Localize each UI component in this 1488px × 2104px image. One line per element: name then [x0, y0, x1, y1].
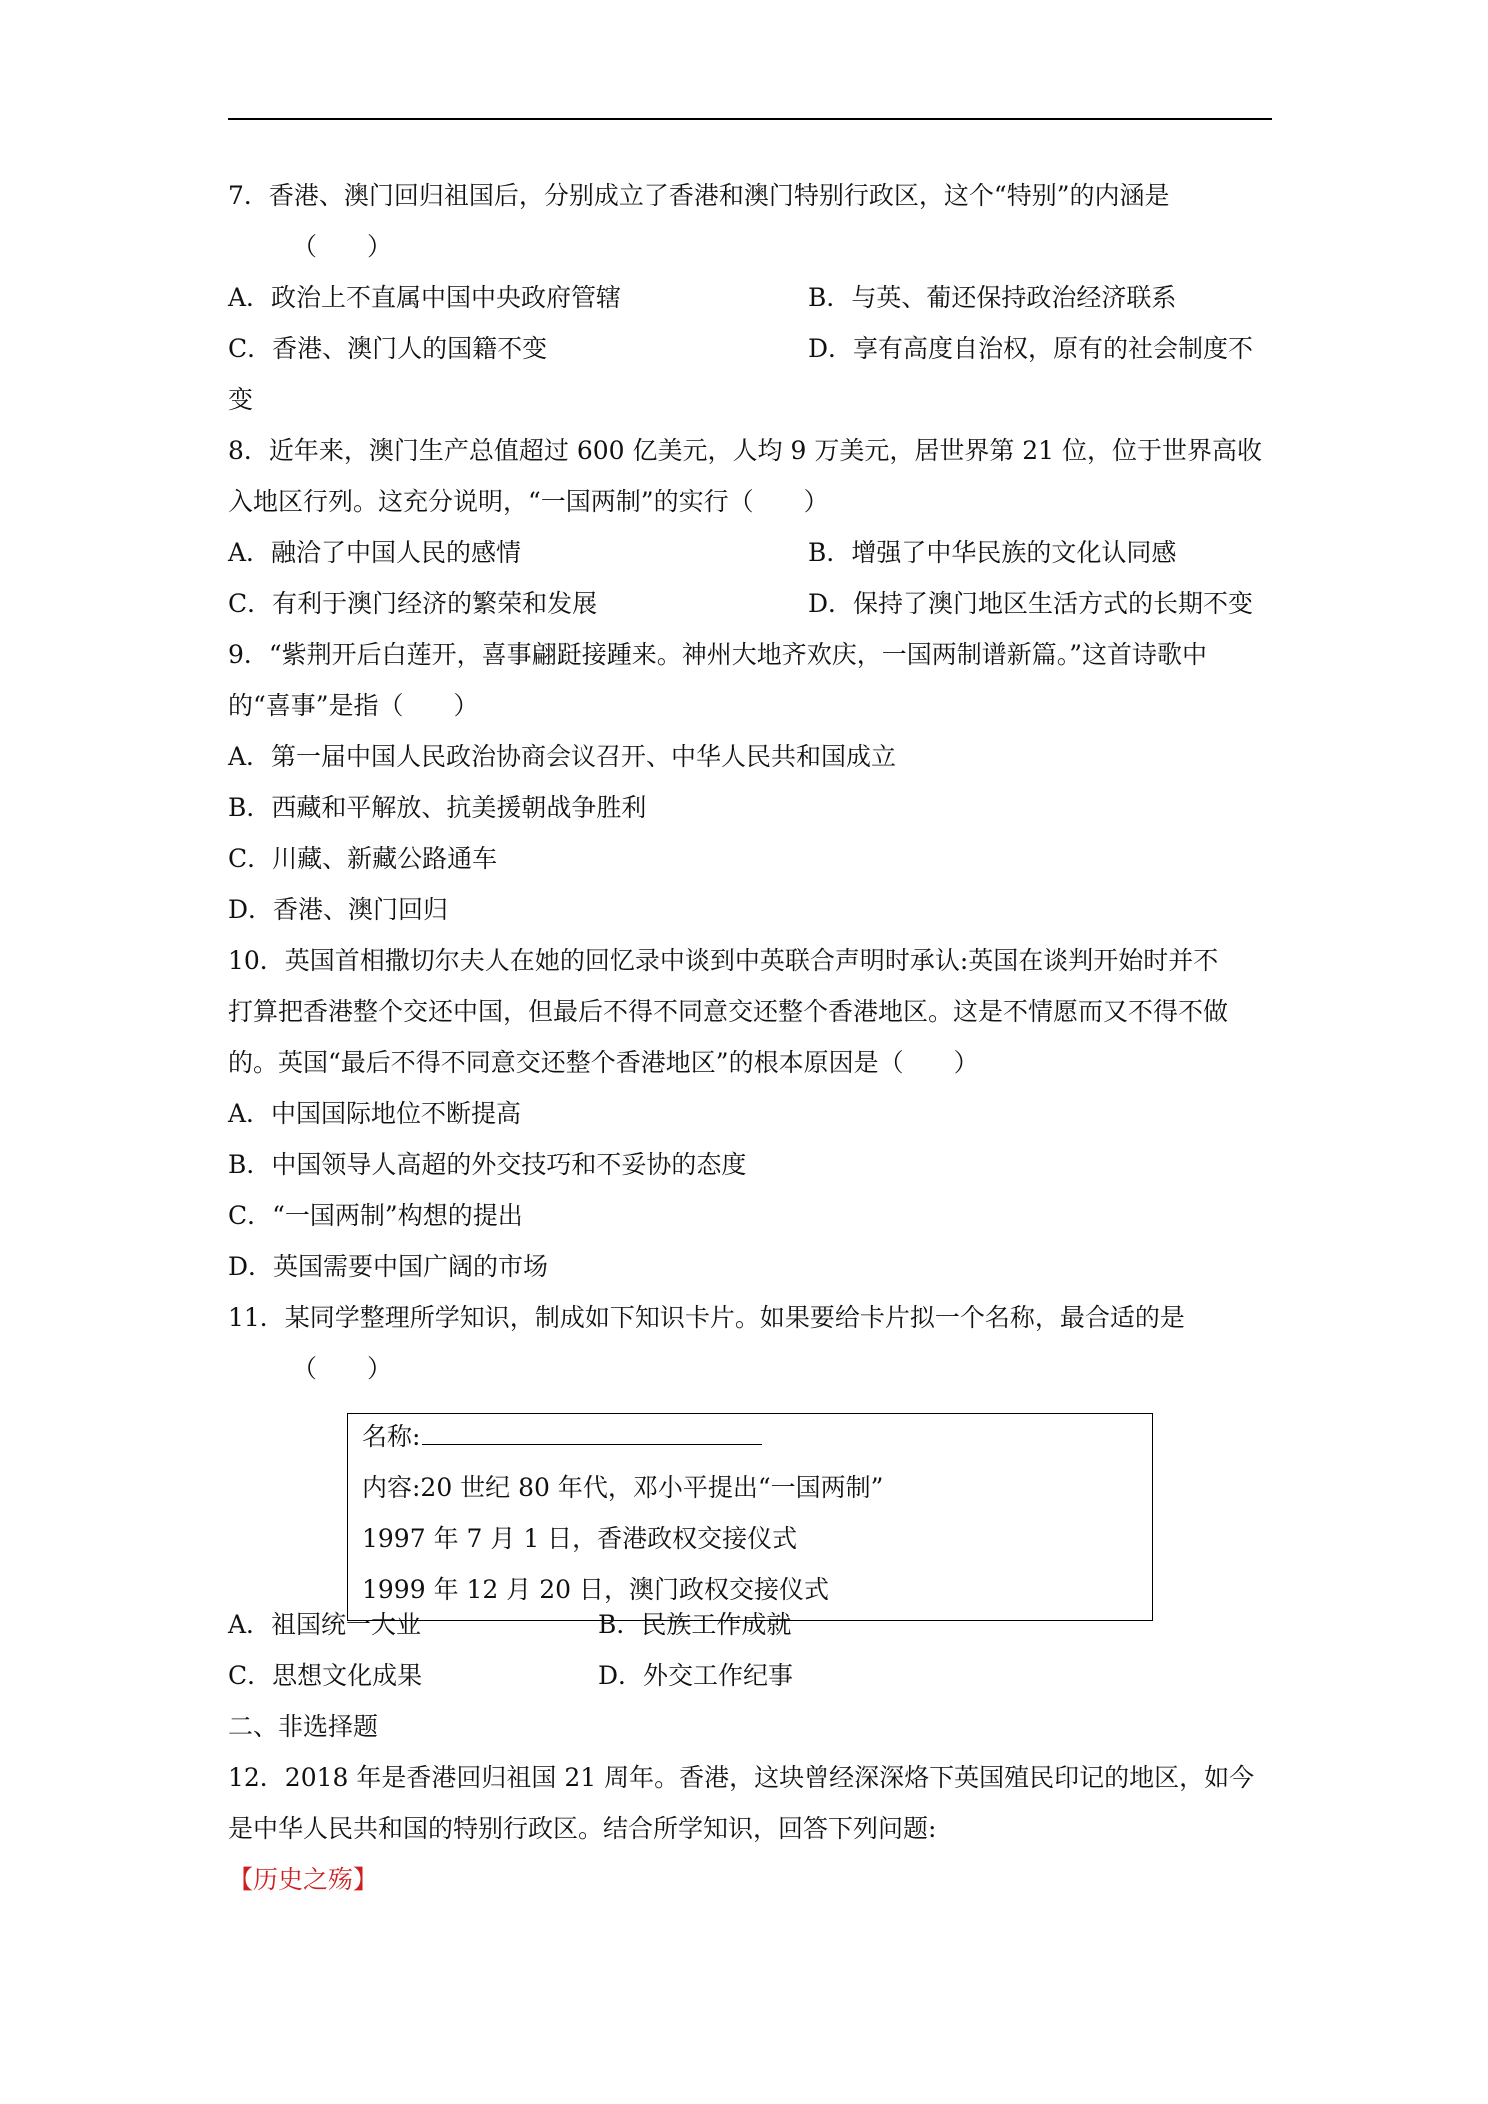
q9-stem-1: 9．“紫荆开后白莲开，喜事翩跹接踵来。神州大地齐欢庆，一国两制谱新篇。”这首诗歌中: [228, 640, 1207, 669]
q7-option-c: C．香港、澳门人的国籍不变: [228, 334, 548, 363]
q10-stem-3: 的。英国“最后不得不同意交还整个香港地区”的根本原因是（ ）: [228, 1048, 979, 1077]
q10-option-b: B．中国领导人高超的外交技巧和不妥协的态度: [228, 1150, 747, 1179]
q9-option-d: D．香港、澳门回归: [228, 895, 449, 924]
q12-stem-2: 是中华人民共和国的特别行政区。结合所学知识，回答下列问题:: [228, 1814, 937, 1843]
q11-option-c: C．思想文化成果: [228, 1661, 423, 1690]
card-name-row: [362, 1418, 762, 1455]
card-name-label: 名称:: [362, 1422, 421, 1451]
q11-option-b: B．民族工作成就: [598, 1610, 792, 1639]
q7-option-b: B．与英、葡还保持政治经济联系: [808, 283, 1177, 312]
knowledge-card: [347, 1413, 1153, 1621]
q8-option-d: D．保持了澳门地区生活方式的长期不变: [808, 589, 1254, 618]
q9-stem-2: 的“喜事”是指（ ）: [228, 691, 479, 720]
q10-stem-1: 10．英国首相撒切尔夫人在她的回忆录中谈到中英联合声明时承认:英国在谈判开始时并不: [228, 946, 1219, 975]
q10-option-d: D．英国需要中国广阔的市场: [228, 1252, 549, 1281]
q8-option-c: C．有利于澳门经济的繁荣和发展: [228, 589, 598, 618]
card-line-2: 1997 年 7 月 1 日，香港政权交接仪式: [362, 1524, 798, 1553]
card-name-blank: [422, 1418, 762, 1445]
card-line-1: 内容:20 世纪 80 年代，邓小平提出“一国两制”: [362, 1473, 884, 1502]
q7-stem: 7．香港、澳门回归祖国后，分别成立了香港和澳门特别行政区，这个“特别”的内涵是: [228, 181, 1170, 210]
q7-option-a: A．政治上不直属中国中央政府管辖: [228, 283, 622, 312]
q8-stem-1: 8．近年来，澳门生产总值超过 600 亿美元，人均 9 万美元，居世界第 21 位，位于世界高收: [228, 436, 1263, 465]
q10-option-c: C．“一国两制”构想的提出: [228, 1201, 523, 1230]
q10-option-a: A．中国国际地位不断提高: [228, 1099, 522, 1128]
q10-stem-2: 打算把香港整个交还中国，但最后不得不同意交还整个香港地区。这是不情愿而又不得不做: [228, 997, 1229, 1026]
q9-option-b: B．西藏和平解放、抗美援朝战争胜利: [228, 793, 647, 822]
q9-option-c: C．川藏、新藏公路通车: [228, 844, 498, 873]
q11-option-d: D．外交工作纪事: [598, 1661, 794, 1690]
q11-stem: 11．某同学整理所学知识，制成如下知识卡片。如果要给卡片拟一个名称，最合适的是: [228, 1303, 1185, 1332]
header-rule: [228, 118, 1272, 120]
q8-option-b: B．增强了中华民族的文化认同感: [808, 538, 1177, 567]
q7-option-d: D．享有高度自治权，原有的社会制度不: [808, 334, 1254, 363]
q7-option-d-cont: 变: [228, 385, 254, 414]
q7-paren: （ ）: [292, 232, 393, 261]
q9-option-a: A．第一届中国人民政治协商会议召开、中华人民共和国成立: [228, 742, 897, 771]
q12-stem-1: 12．2018 年是香港回归祖国 21 周年。香港，这块曾经深深烙下英国殖民印记的地区，如今: [228, 1763, 1255, 1792]
q12-subheading: 【历史之殇】: [228, 1865, 379, 1894]
q11-paren: （ ）: [292, 1354, 393, 1383]
card-line-3: 1999 年 12 月 20 日，澳门政权交接仪式: [362, 1575, 829, 1604]
q8-stem-2: 入地区行列。这充分说明，“一国两制”的实行（ ）: [228, 487, 829, 516]
q8-option-a: A．融洽了中国人民的感情: [228, 538, 522, 567]
q11-option-a: A．祖国统一大业: [228, 1610, 422, 1639]
section-heading: 二、非选择题: [228, 1712, 379, 1741]
